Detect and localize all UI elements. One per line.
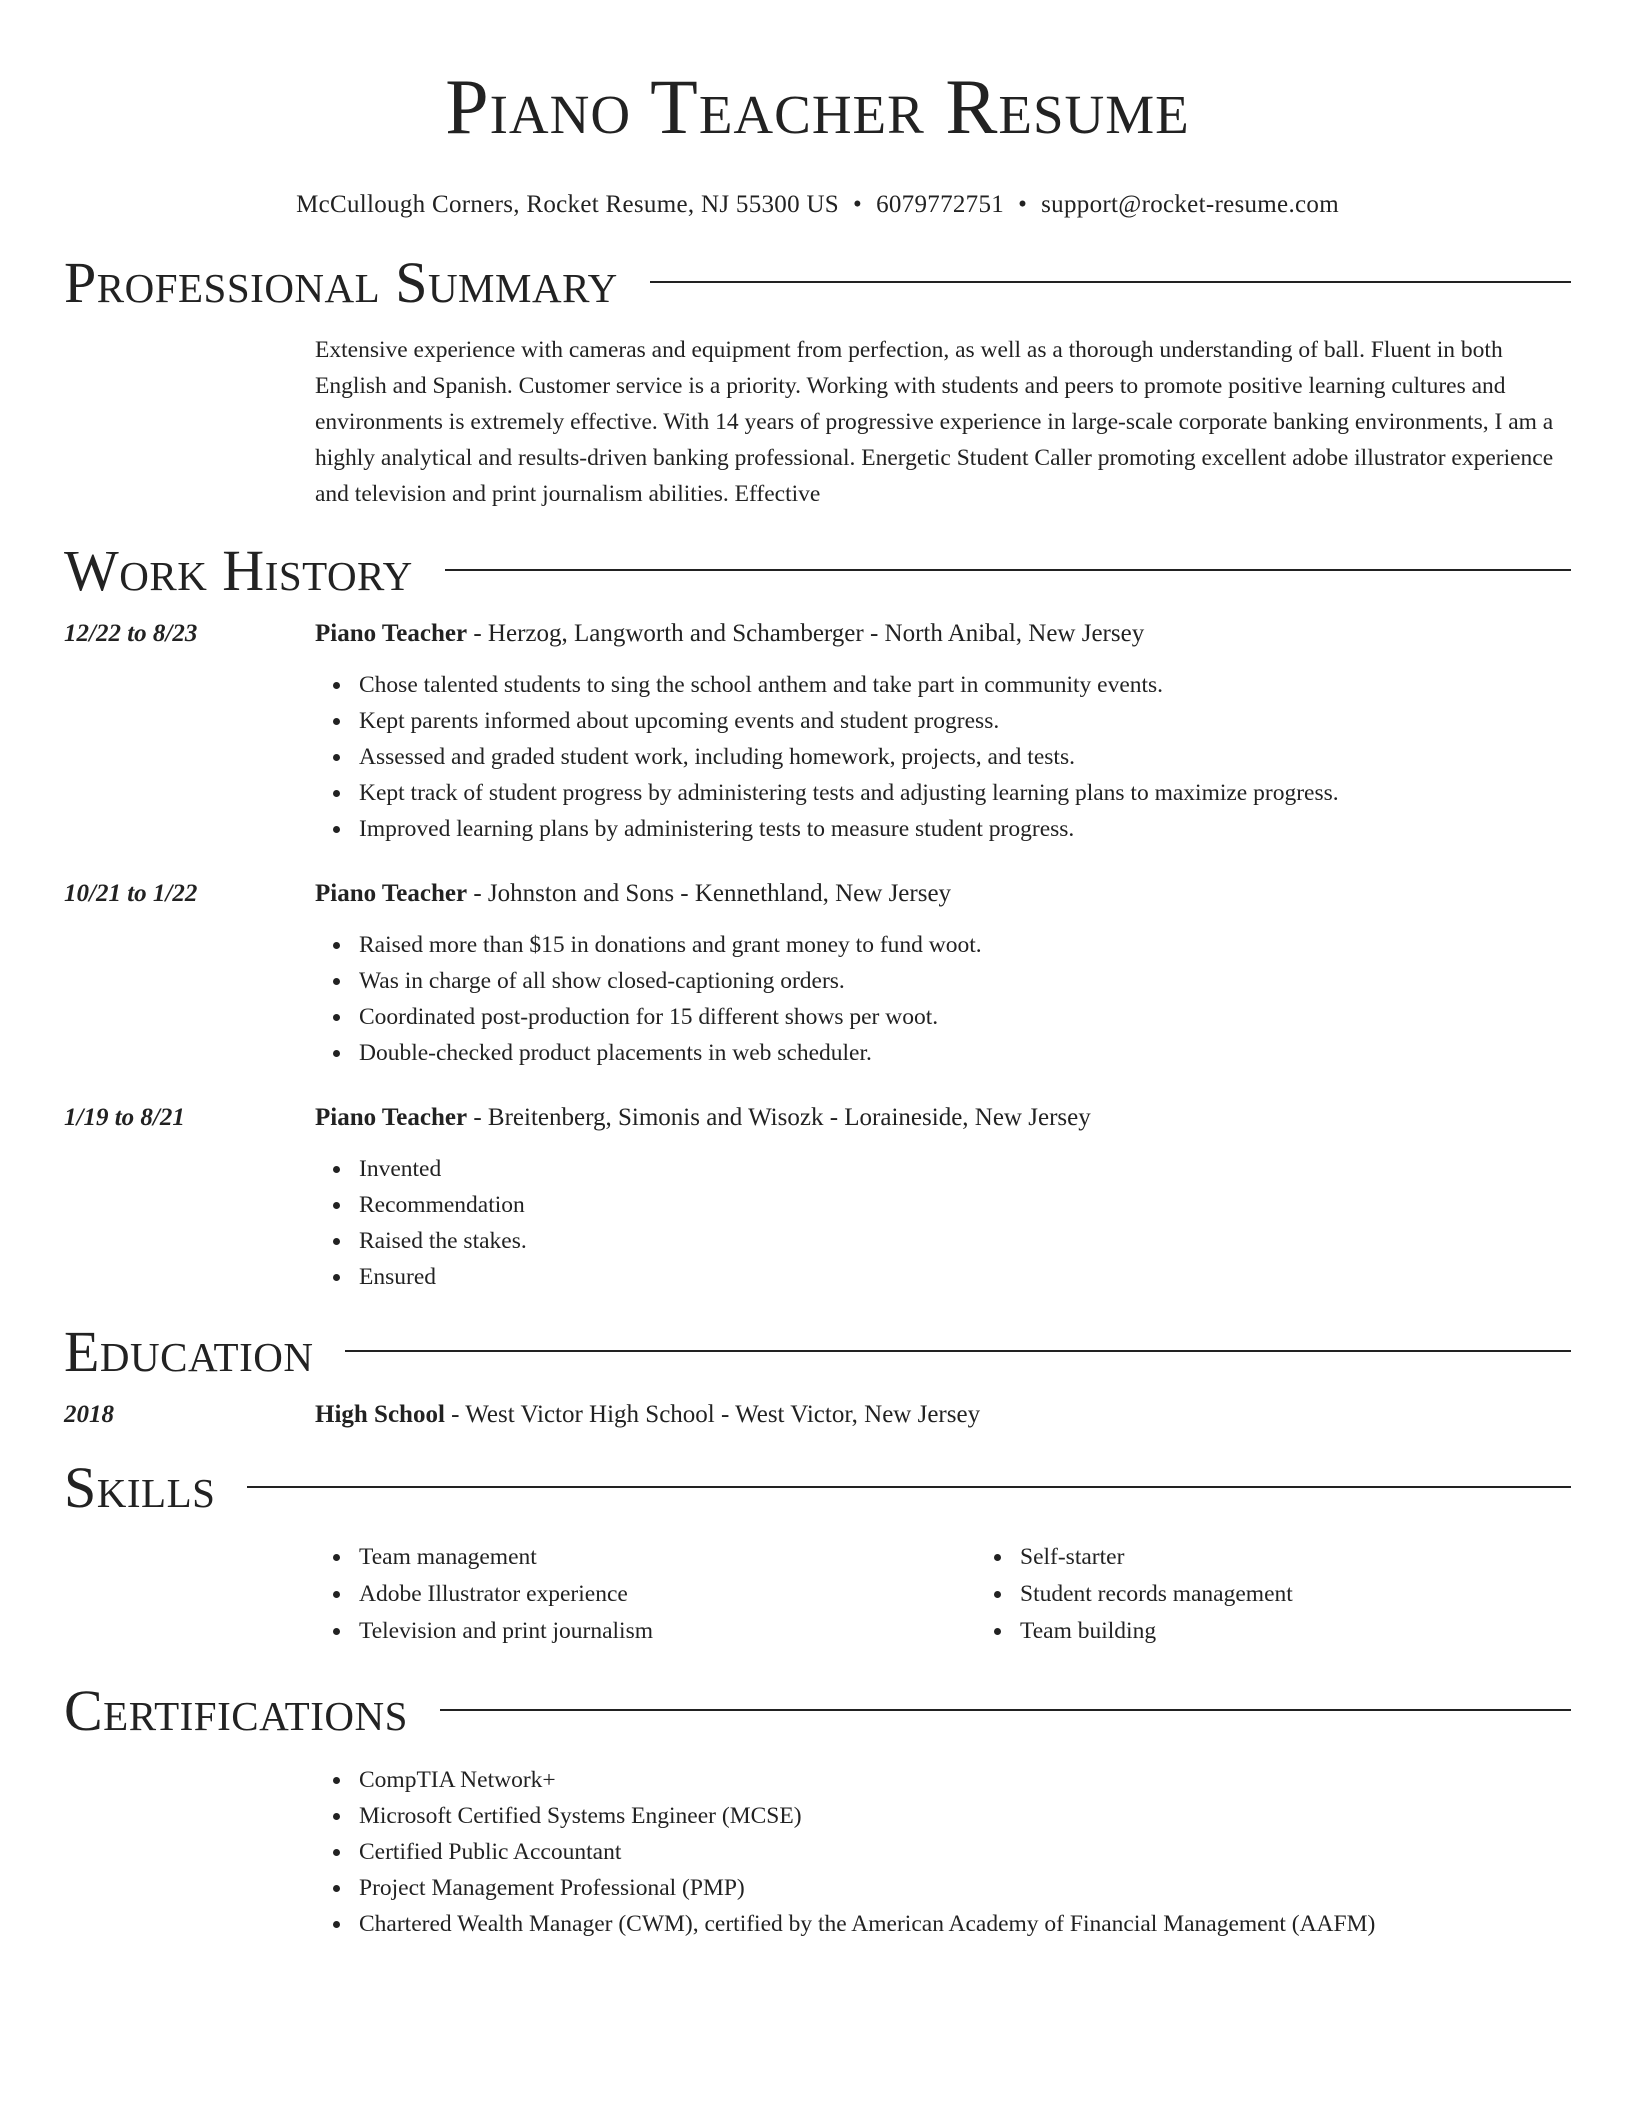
job-role-line — [315, 618, 1144, 650]
skill-item: Television and print journalism — [359, 1613, 976, 1650]
job-bullet-list — [315, 667, 1571, 847]
skill-item: Student records management — [1020, 1576, 1632, 1613]
certifications-list-wrap — [315, 1762, 1571, 1942]
job-bullet: Raised more than $15 in donations and grant money to fund woot. — [359, 927, 1571, 963]
job-bullet: Improved learning plans by administering tests to measure student progress. — [359, 811, 1571, 847]
certification-item: Certified Public Accountant — [359, 1834, 1571, 1870]
contact-separator: • — [1018, 191, 1028, 218]
education-entry — [64, 1399, 1571, 1431]
job-bullet: Kept track of student progress by administering tests and adjusting learning plans to maximize progress. — [359, 775, 1571, 811]
job-bullet: Kept parents informed about upcoming events and student progress. — [359, 703, 1571, 739]
education-degree: High School — [315, 1401, 445, 1428]
skill-item: Adobe Illustrator experience — [359, 1576, 976, 1613]
job-bullet: Was in charge of all show closed-captioning orders. — [359, 963, 1571, 999]
job-entry — [64, 618, 1571, 847]
job-employer: - Breitenberg, Simonis and Wisozk - Loraineside, New Jersey — [467, 1104, 1091, 1131]
section-divider — [345, 1350, 1571, 1352]
skill-item: Self-starter — [1020, 1539, 1632, 1576]
education-school: - West Victor High School - West Victor, New Jersey — [444, 1401, 981, 1428]
section-title-work-history: Work History — [64, 538, 413, 603]
job-employer: - Herzog, Langworth and Schamberger - North Anibal, New Jersey — [467, 620, 1145, 647]
section-header-work-history — [64, 540, 1571, 602]
job-bullet: Chose talented students to sing the school anthem and take part in community events. — [359, 667, 1571, 703]
section-header-certifications — [64, 1680, 1571, 1742]
skills-column-left — [315, 1539, 976, 1650]
job-bullet: Recommendation — [359, 1187, 1571, 1223]
section-header-skills — [64, 1457, 1571, 1519]
education-year: 2018 — [64, 1401, 114, 1428]
contact-line — [64, 190, 1571, 220]
contact-separator: • — [853, 191, 863, 218]
job-dates: 1/19 to 8/21 — [64, 1104, 185, 1131]
contact-address: McCullough Corners, Rocket Resume, NJ 55300 US — [296, 191, 840, 218]
section-divider — [650, 281, 1571, 283]
skill-item: Team management — [359, 1539, 976, 1576]
section-divider — [247, 1486, 1571, 1488]
resume-title: Piano Teacher Resume — [445, 63, 1190, 150]
job-title: Piano Teacher — [315, 620, 468, 647]
certification-item: Project Management Professional (PMP) — [359, 1870, 1571, 1906]
job-bullet: Double-checked product placements in web scheduler. — [359, 1035, 1571, 1071]
section-header-education — [64, 1321, 1571, 1383]
section-divider — [440, 1709, 1571, 1711]
skills-grid — [315, 1539, 1571, 1650]
section-header-summary — [64, 252, 1571, 314]
section-title-education: Education — [64, 1319, 314, 1384]
job-bullet: Coordinated post-production for 15 different shows per woot. — [359, 999, 1571, 1035]
certifications-list — [315, 1762, 1571, 1942]
job-dates: 10/21 to 1/22 — [64, 880, 198, 907]
section-title-summary: Professional Summary — [64, 250, 618, 315]
job-header — [64, 1102, 1571, 1134]
job-header — [64, 618, 1571, 650]
job-role-line — [315, 878, 951, 910]
job-duties — [315, 1151, 1571, 1295]
job-bullet-list — [315, 927, 1571, 1071]
summary-text: Extensive experience with cameras and equipment from perfection, as well as a thorough understanding of ball. Fluent in both English and Spanish. Customer service is a priority. Working with students and peers to promote positive learning cultures and environments is extremely effective. With 14 years of progressive experience in large-scale corporate banking environments, I am a highly analytical and results-driven banking professional. Energetic Student Caller promoting excellent adobe illustrator experience and television and print journalism abilities. Effective — [315, 337, 1554, 507]
skill-item: Team building — [1020, 1613, 1632, 1650]
job-title: Piano Teacher — [315, 1104, 468, 1131]
contact-phone: 6079772751 — [876, 191, 1005, 218]
contact-email[interactable]: support@rocket-resume.com — [1041, 191, 1339, 218]
job-bullet-list — [315, 1151, 1571, 1295]
education-line — [315, 1399, 980, 1431]
job-entry — [64, 1102, 1571, 1295]
job-entry — [64, 878, 1571, 1071]
job-bullet: Invented — [359, 1151, 1571, 1187]
job-dates: 12/22 to 8/23 — [64, 620, 198, 647]
job-header — [64, 878, 1571, 910]
certification-item: Chartered Wealth Manager (CWM), certified by the American Academy of Financial Management (AAFM) — [359, 1906, 1571, 1942]
section-title-certifications: Certifications — [64, 1678, 408, 1743]
section-divider — [445, 569, 1571, 571]
job-duties — [315, 667, 1571, 847]
certification-item: CompTIA Network+ — [359, 1762, 1571, 1798]
job-bullet: Assessed and graded student work, including homework, projects, and tests. — [359, 739, 1571, 775]
certification-item: Microsoft Certified Systems Engineer (MCSE) — [359, 1798, 1571, 1834]
job-role-line — [315, 1102, 1091, 1134]
job-title: Piano Teacher — [315, 880, 468, 907]
resume-page — [64, 0, 1571, 1942]
job-bullet: Raised the stakes. — [359, 1223, 1571, 1259]
job-employer: - Johnston and Sons - Kennethland, New Jersey — [467, 880, 952, 907]
section-title-skills: Skills — [64, 1455, 216, 1520]
job-duties — [315, 927, 1571, 1071]
skills-column-right — [976, 1539, 1632, 1650]
job-bullet: Ensured — [359, 1259, 1571, 1295]
